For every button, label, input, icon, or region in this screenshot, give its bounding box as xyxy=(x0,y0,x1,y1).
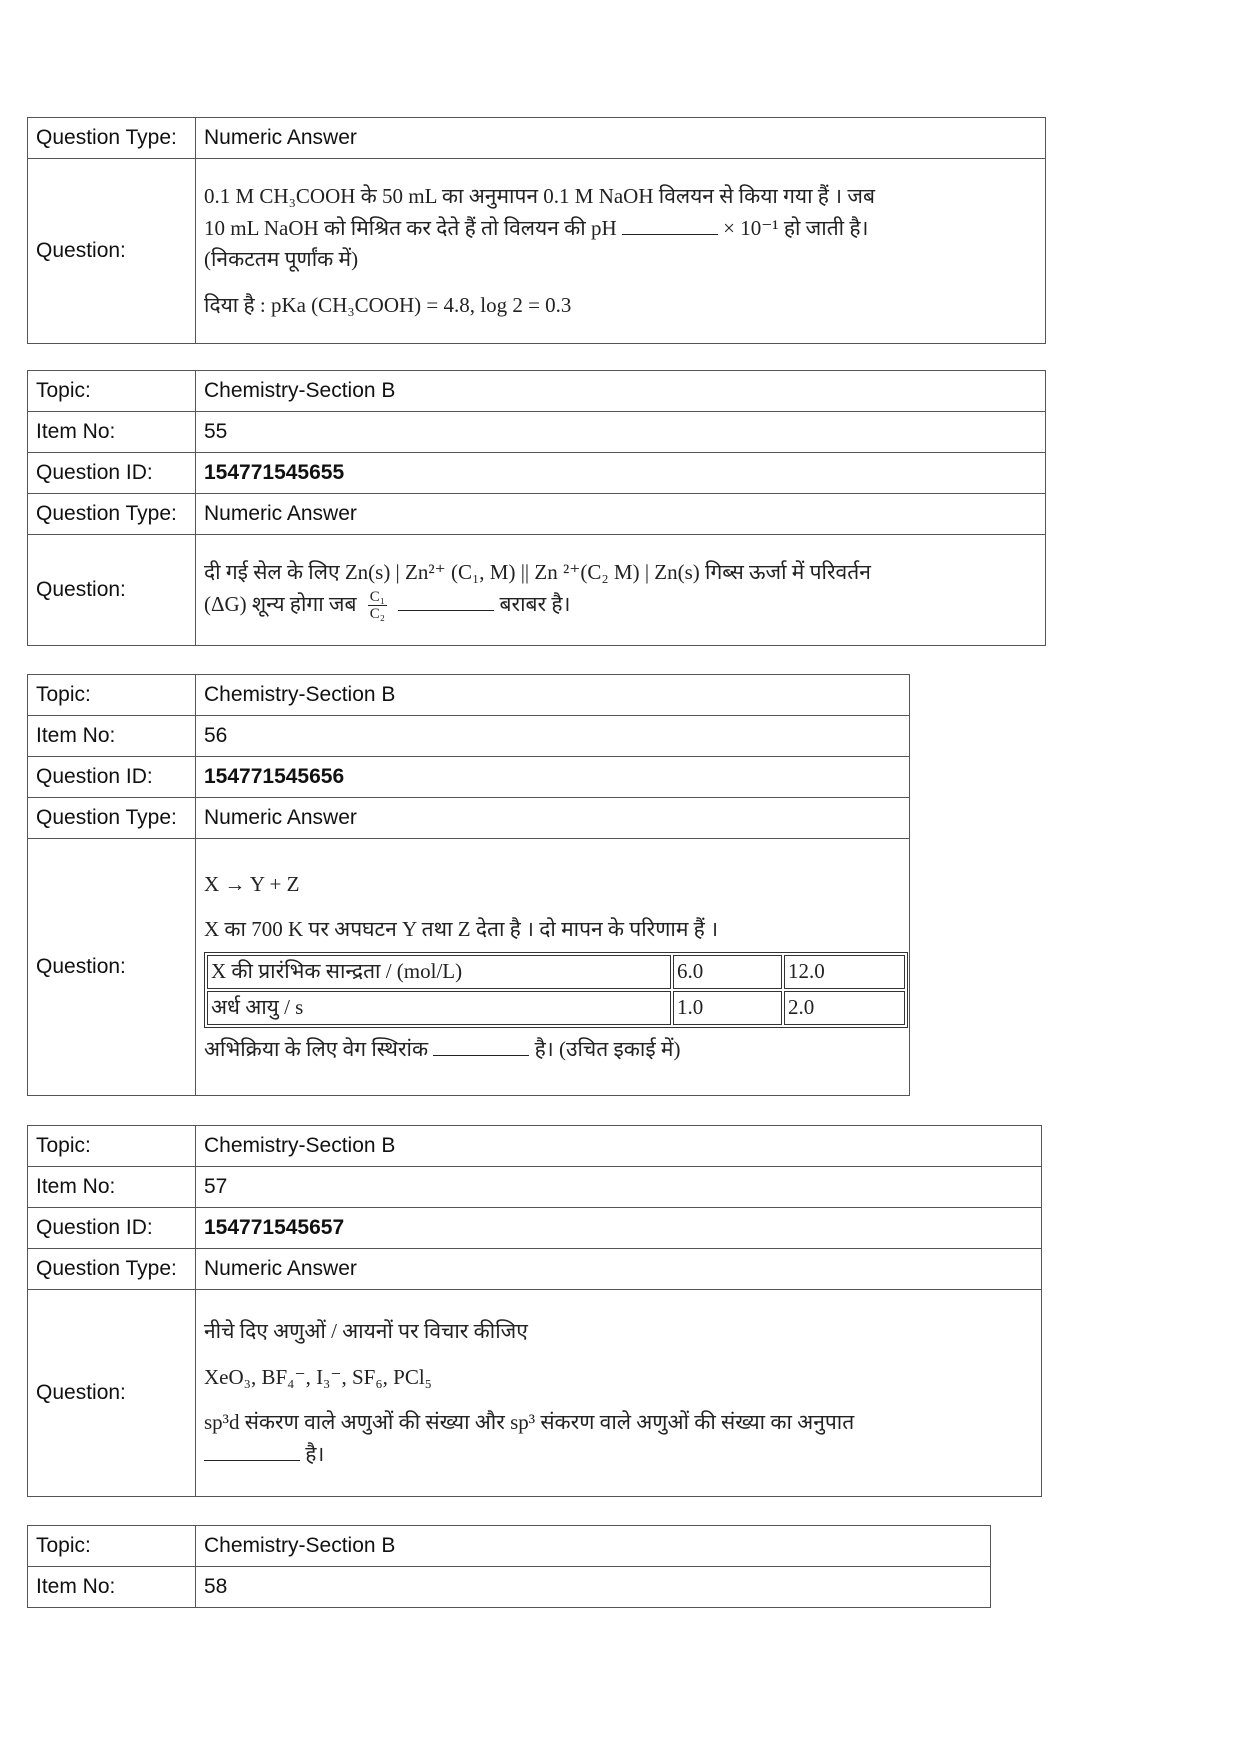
question-line xyxy=(204,1034,901,1066)
item-no-value: 57 xyxy=(196,1167,1042,1208)
question-id-label: Question ID: xyxy=(28,757,196,798)
answer-blank xyxy=(622,213,718,235)
table-row xyxy=(207,991,905,1025)
question-line: नीचे दिए अणुओं / आयनों पर विचार कीजिए xyxy=(204,1319,528,1343)
table-row xyxy=(207,955,905,989)
question-id-value: 154771545657 xyxy=(196,1208,1042,1249)
answer-blank xyxy=(433,1034,529,1056)
measurement-table xyxy=(204,952,908,1028)
question-type-value: Numeric Answer xyxy=(196,494,1046,535)
table-cell: 1.0 xyxy=(673,991,782,1025)
topic-label: Topic: xyxy=(28,371,196,412)
question-type-value: Numeric Answer xyxy=(196,118,1046,159)
topic-value: Chemistry-Section B xyxy=(196,1526,991,1567)
table-cell: 2.0 xyxy=(784,991,905,1025)
topic-value: Chemistry-Section B xyxy=(196,371,1046,412)
topic-value: Chemistry-Section B xyxy=(196,675,910,716)
table-cell: 12.0 xyxy=(784,955,905,989)
question-line: X का 700 K पर अपघटन Y तथा Z देता है । दो मापन के परिणाम हैं । xyxy=(204,917,719,942)
question-label: Question: xyxy=(28,1290,196,1497)
question-type-label: Question Type: xyxy=(28,1249,196,1290)
question-line xyxy=(204,213,1037,245)
question-line-part: अभिक्रिया के लिए वेग स्थिरांक xyxy=(204,1036,429,1061)
answer-blank xyxy=(204,1439,300,1461)
item-no-label: Item No: xyxy=(28,716,196,757)
item-no-value: 58 xyxy=(196,1567,991,1608)
question-label: Question: xyxy=(28,839,196,1096)
question-line: दी गई सेल के लिए Zn(s) | Zn²⁺ (C₁, M) || Zn ²⁺(C₂ M) | Zn(s) गिब्स ऊर्जा में परिवर्तन xyxy=(204,560,871,585)
question-label: Question: xyxy=(28,535,196,646)
species-list: XeO₃, BF₄⁻, I₃⁻, SF₆, PCl₅ xyxy=(204,1364,432,1389)
item-no-value: 55 xyxy=(196,412,1046,453)
question-text xyxy=(196,1290,1042,1497)
question-type-value: Numeric Answer xyxy=(196,1249,1042,1290)
question-block-55 xyxy=(27,370,1046,646)
question-line: 0.1 M CH₃COOH के 50 mL का अनुमापन 0.1 M NaOH विलयन से किया गया हैं । जब xyxy=(204,184,875,208)
question-line-part: 10 mL NaOH को मिश्रित कर देते हैं तो विलयन की pH xyxy=(204,215,617,240)
question-text xyxy=(196,839,910,1096)
question-id-value: 154771545655 xyxy=(196,453,1046,494)
fraction xyxy=(368,589,387,623)
question-block-54 xyxy=(27,117,1046,344)
question-line-part: बराबर है। xyxy=(499,591,571,616)
table-cell: अर्ध आयु / s xyxy=(207,991,671,1025)
question-line-part: है। xyxy=(305,1441,325,1466)
question-type-label: Question Type: xyxy=(28,798,196,839)
topic-label: Topic: xyxy=(28,1126,196,1167)
topic-label: Topic: xyxy=(28,675,196,716)
question-type-label: Question Type: xyxy=(28,118,196,159)
question-id-value: 154771545656 xyxy=(196,757,910,798)
item-no-label: Item No: xyxy=(28,1567,196,1608)
question-line-part: (ΔG) शून्य होगा जब xyxy=(204,591,357,616)
question-block-58 xyxy=(27,1525,991,1608)
item-no-value: 56 xyxy=(196,716,910,757)
question-text xyxy=(196,535,1046,646)
question-block-56 xyxy=(27,674,910,1096)
question-label: Question: xyxy=(28,159,196,344)
question-line xyxy=(204,1439,1033,1471)
item-no-label: Item No: xyxy=(28,1167,196,1208)
given-data: दिया है : pKa (CH₃COOH) = 4.8, log 2 = 0.3 xyxy=(204,292,572,317)
fraction-denominator: C₂ xyxy=(369,606,385,623)
topic-value: Chemistry-Section B xyxy=(196,1126,1042,1167)
question-line: (निकटतम पूर्णांक में) xyxy=(204,247,359,271)
answer-blank xyxy=(398,589,494,611)
topic-label: Topic: xyxy=(28,1526,196,1567)
table-cell: X की प्रारंभिक सान्द्रता / (mol/L) xyxy=(207,955,671,989)
question-type-value: Numeric Answer xyxy=(196,798,910,839)
table-cell: 6.0 xyxy=(673,955,782,989)
item-no-label: Item No: xyxy=(28,412,196,453)
question-block-57 xyxy=(27,1125,1042,1497)
question-line xyxy=(204,589,1037,623)
question-line-part: × 10⁻¹ हो जाती है। xyxy=(723,215,869,240)
question-line-part: है। (उचित इकाई में) xyxy=(534,1036,681,1061)
question-id-label: Question ID: xyxy=(28,453,196,494)
question-text xyxy=(196,159,1046,344)
question-line: sp³d संकरण वाले अणुओं की संख्या और sp³ संकरण वाले अणुओं की संख्या का अनुपात xyxy=(204,1410,855,1434)
fraction-numerator: C₁ xyxy=(369,588,385,605)
question-type-label: Question Type: xyxy=(28,494,196,535)
question-id-label: Question ID: xyxy=(28,1208,196,1249)
reaction-equation: X → Y + Z xyxy=(204,871,300,896)
